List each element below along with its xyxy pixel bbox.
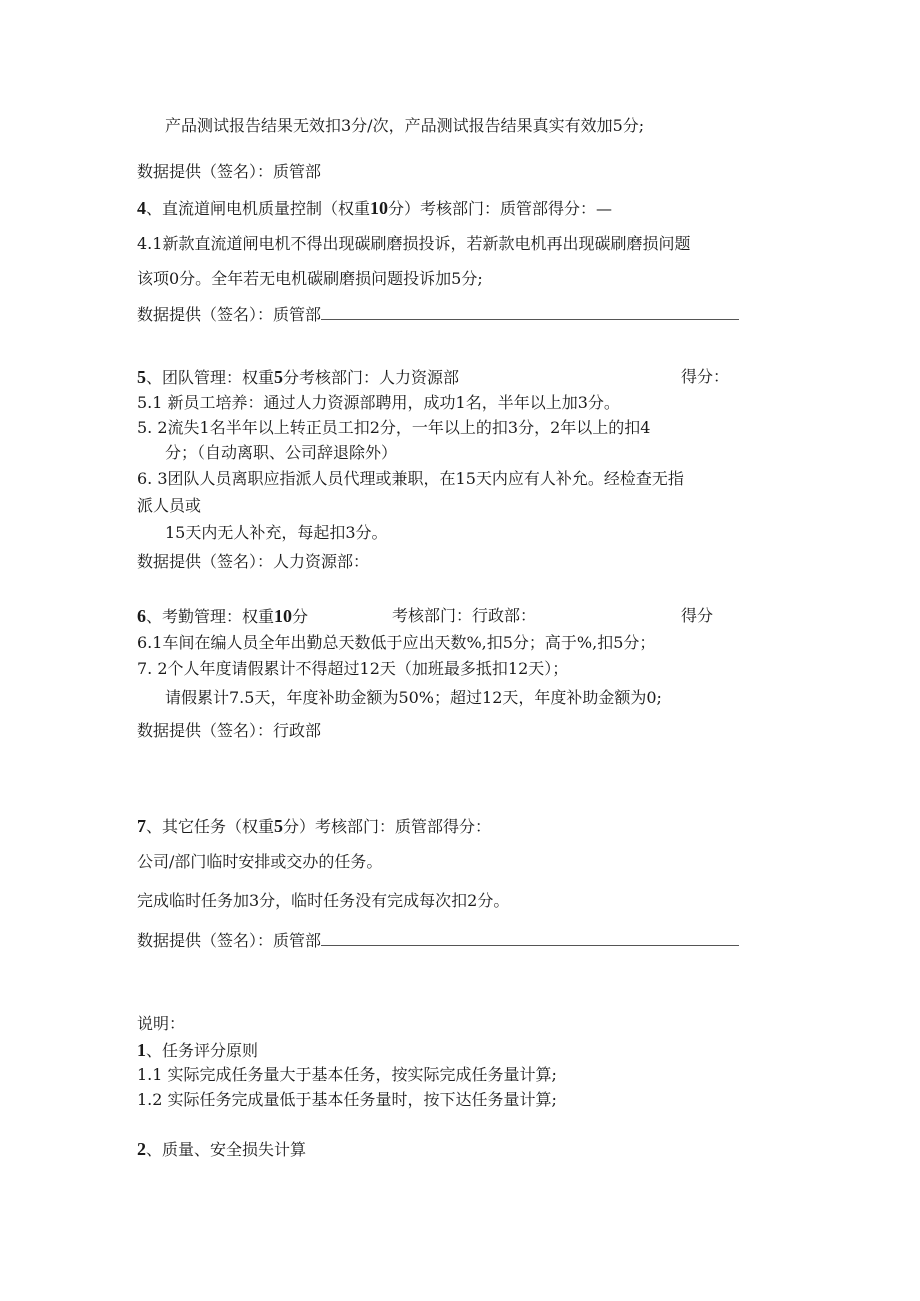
section-heading-7 bbox=[137, 815, 491, 838]
text-line: 7. 2个人年度请假累计不得超过12天（加班最多抵扣12天）； bbox=[137, 659, 569, 678]
section-tail: 分）考核部门：质管部得分： bbox=[283, 817, 492, 836]
signature-line bbox=[137, 303, 739, 326]
text-line: 产品测试报告结果无效扣3分/次，产品测试报告结果真实有效加5分; bbox=[165, 116, 645, 135]
section-number: 6 bbox=[137, 606, 146, 626]
text-line: 公司/部门临时安排或交办的任务。 bbox=[137, 852, 383, 871]
section-title: 、质量、安全损失计算 bbox=[146, 1140, 307, 1159]
text-line: 派人员或 bbox=[137, 496, 202, 515]
notes-heading-1 bbox=[137, 1039, 258, 1062]
text-line: 5.1 新员工培养：通过人力资源部聘用，成功1名，半年以上加3分。 bbox=[137, 393, 620, 412]
text-line: 5. 2流失1名半年以上转正员工扣2分，一年以上的扣3分，2年以上的扣4 bbox=[137, 418, 651, 437]
signature-label: 数据提供（签名）：质管部 bbox=[137, 931, 322, 950]
section-tail: 分考核部门：人力资源部 bbox=[283, 368, 460, 387]
signature-underline bbox=[321, 929, 739, 946]
section-title: 、团队管理：权重 bbox=[146, 368, 275, 387]
section-title: 、考勤管理：权重 bbox=[146, 607, 275, 626]
section-weight: 5 bbox=[274, 816, 284, 836]
signature-line: 数据提供（签名）：行政部 bbox=[137, 721, 322, 740]
section-tail: 分 bbox=[292, 607, 309, 626]
text-line: 请假累计7.5天，年度补助金额为50%；超过12天，年度补助金额为0; bbox=[165, 688, 662, 707]
text-line: 分；（自动离职、公司辞退除外） bbox=[165, 443, 398, 462]
section-title: 、直流道闸电机质量控制（权重 bbox=[146, 199, 371, 218]
text-line: 完成临时任务加3分，临时任务没有完成每次扣2分。 bbox=[137, 891, 510, 910]
section-heading-5 bbox=[137, 366, 459, 389]
text-line: 6.1车间在编人员全年出勤总天数低于应出天数%,扣5分；高于%,扣5分； bbox=[137, 633, 656, 652]
section-number: 5 bbox=[137, 367, 146, 387]
notes-title: 说明： bbox=[137, 1014, 186, 1033]
section-number: 7 bbox=[137, 816, 146, 836]
section-number: 1 bbox=[137, 1040, 146, 1060]
score-label: 得分： bbox=[681, 367, 730, 386]
text-line: 15天内无人补充，每起扣3分。 bbox=[165, 523, 388, 542]
signature-line: 数据提供（签名）：人力资源部： bbox=[137, 552, 370, 571]
notes-heading-2 bbox=[137, 1138, 306, 1161]
section-title: 、任务评分原则 bbox=[146, 1041, 259, 1060]
section-title: 、其它任务（权重 bbox=[146, 817, 275, 836]
department-label: 考核部门：行政部： bbox=[392, 606, 537, 625]
text-line: 4.1新款直流道闸电机不得出现碳刷磨损投诉，若新款电机再出现碳刷磨损问题 bbox=[137, 234, 691, 253]
text-line: 1.1 实际完成任务量大于基本任务，按实际完成任务量计算; bbox=[137, 1065, 557, 1084]
text-line: 1.2 实际任务完成量低于基本任务量时，按下达任务量计算; bbox=[137, 1090, 557, 1109]
signature-line bbox=[137, 929, 739, 952]
section-weight: 10 bbox=[370, 198, 389, 218]
signature-underline bbox=[321, 303, 739, 320]
section-weight: 10 bbox=[274, 606, 293, 626]
text-line: 该项0分。全年若无电机碳刷磨损问题投诉加5分; bbox=[137, 269, 483, 288]
section-number: 4 bbox=[137, 198, 146, 218]
section-heading-6 bbox=[137, 605, 308, 628]
section-heading-4 bbox=[137, 197, 612, 220]
score-label: 得分 bbox=[681, 606, 714, 625]
text-line: 6. 3团队人员离职应指派人员代理或兼职，在15天内应有人补允。经检查无指 bbox=[137, 469, 684, 488]
section-weight: 5 bbox=[274, 367, 284, 387]
signature-label: 数据提供（签名）：质管部 bbox=[137, 305, 322, 324]
section-number: 2 bbox=[137, 1139, 146, 1159]
section-tail: 分）考核部门：质管部得分：— bbox=[388, 199, 613, 218]
signature-line: 数据提供（签名）：质管部 bbox=[137, 162, 322, 181]
